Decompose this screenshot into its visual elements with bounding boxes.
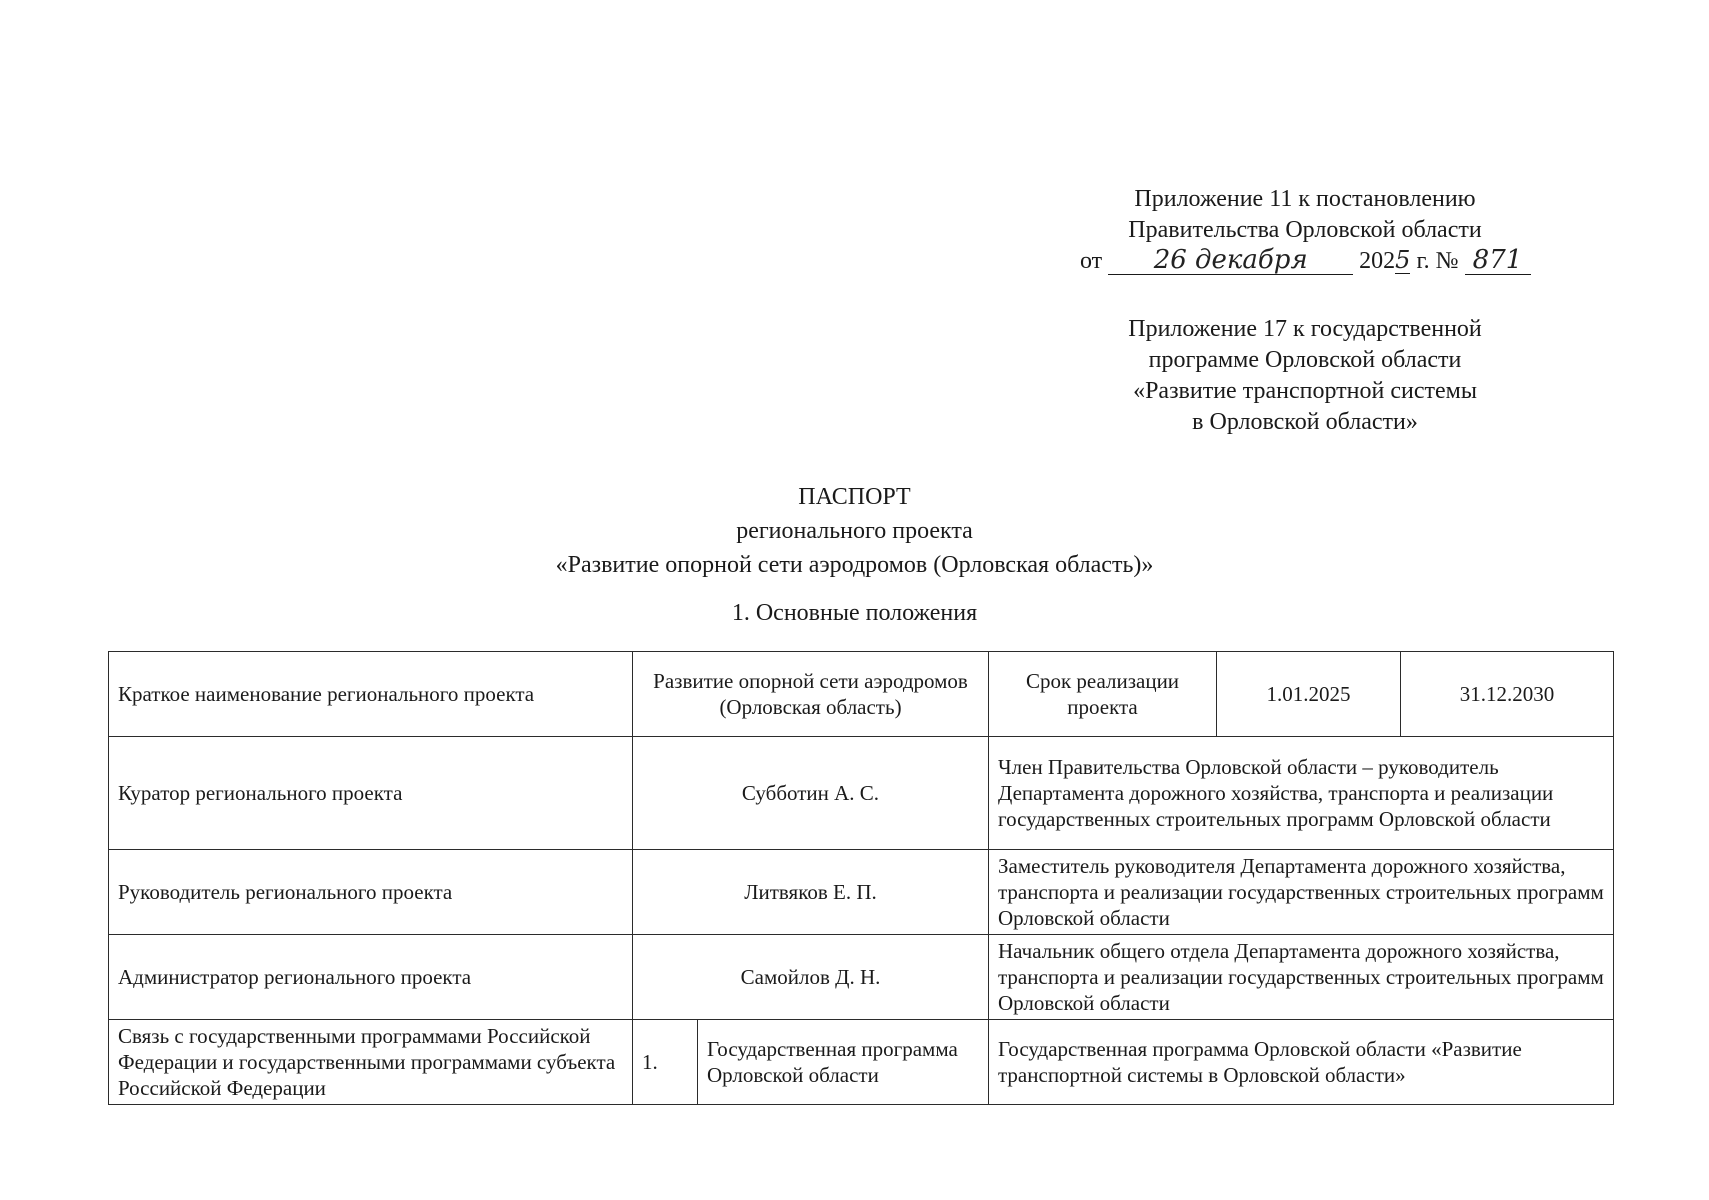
appendix-17-line3: «Развитие транспортной системы <box>1133 378 1477 404</box>
table-row <box>109 935 1614 1020</box>
head-name: Литвяков Е. П. <box>633 850 989 935</box>
program-type: Государственная программа Орловской области <box>698 1020 989 1105</box>
passport-table <box>108 651 1614 1105</box>
title-passport: ПАСПОРТ <box>798 484 911 510</box>
year-prefix: 202 <box>1359 248 1396 274</box>
number-label: г. № <box>1416 248 1459 274</box>
appendix-17-line4: в Орловской области» <box>1192 409 1418 435</box>
curator-position: Член Правительства Орловской области – руководитель Департамента дорожного хозяйства, транспорта и реализации государственных строительных программ Орловской области <box>989 737 1614 850</box>
administrator-position: Начальник общего отдела Департамента дорожного хозяйства, транспорта и реализации государственных строительных программ Орловской области <box>989 935 1614 1020</box>
handwritten-date-field <box>1108 247 1353 275</box>
row-label: Связь с государственными программами Российской Федерации и государственными программами субъекта Российской Федерации <box>109 1020 633 1105</box>
appendix-17-line2: программе Орловской области <box>1148 347 1462 373</box>
title-project-name: «Развитие опорной сети аэродромов (Орловская область)» <box>555 552 1154 578</box>
program-name: Государственная программа Орловской области «Развитие транспортной системы в Орловской области» <box>989 1020 1614 1105</box>
term-label: Срок реализации проекта <box>989 652 1217 737</box>
program-number: 1. <box>633 1020 698 1105</box>
document-title <box>0 480 1709 582</box>
appendix-11-header <box>1080 184 1530 277</box>
table-row <box>109 1020 1614 1105</box>
administrator-name: Самойлов Д. Н. <box>633 935 989 1020</box>
decree-date-line <box>1080 246 1530 277</box>
handwritten-date: 26 декабря <box>1153 245 1308 275</box>
head-position: Заместитель руководителя Департамента дорожного хозяйства, транспорта и реализации государственных строительных программ Орловской области <box>989 850 1614 935</box>
appendix-11-line2: Правительства Орловской области <box>1128 217 1482 243</box>
appendix-17-line1: Приложение 17 к государственной <box>1128 316 1482 342</box>
project-short-name: Развитие опорной сети аэродромов (Орловская область) <box>633 652 989 737</box>
row-label: Руководитель регионального проекта <box>109 850 633 935</box>
title-subtitle: регионального проекта <box>736 518 973 544</box>
table-row <box>109 850 1614 935</box>
handwritten-year-digit: 5 <box>1395 246 1411 274</box>
table-row <box>109 652 1614 737</box>
start-date: 1.01.2025 <box>1217 652 1401 737</box>
from-prefix: от <box>1080 248 1103 274</box>
section-heading: 1. Основные положения <box>731 600 978 626</box>
row-label: Администратор регионального проекта <box>109 935 633 1020</box>
row-label: Краткое наименование регионального проекта <box>109 652 633 737</box>
handwritten-number: 871 <box>1472 245 1523 275</box>
appendix-11-line1: Приложение 11 к постановлению <box>1134 186 1476 212</box>
row-label: Куратор регионального проекта <box>109 737 633 850</box>
end-date: 31.12.2030 <box>1401 652 1614 737</box>
table-row <box>109 737 1614 850</box>
handwritten-number-field <box>1465 247 1531 275</box>
curator-name: Субботин А. С. <box>633 737 989 850</box>
appendix-17-header <box>1080 314 1530 438</box>
